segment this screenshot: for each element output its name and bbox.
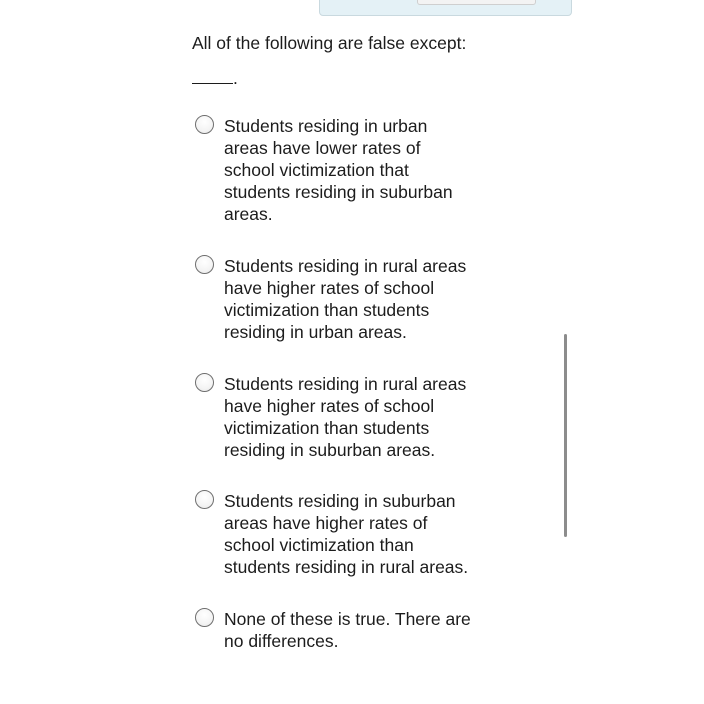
option-label: Students residing in rural areas have higher rates of school victimization than students residing in urban areas. bbox=[224, 256, 467, 342]
answer-option-1[interactable] bbox=[195, 115, 474, 225]
option-label: Students residing in urban areas have lower rates of school victimization that students residing in suburban areas. bbox=[224, 116, 453, 224]
option-label: Students residing in suburban areas have higher rates of school victimization than students residing in rural areas. bbox=[224, 491, 469, 577]
option-label: None of these is true. There are no differences. bbox=[224, 609, 471, 651]
answer-option-2[interactable] bbox=[195, 255, 474, 343]
radio-button[interactable] bbox=[195, 115, 214, 134]
top-panel-button[interactable] bbox=[417, 0, 536, 5]
answer-option-5[interactable] bbox=[195, 608, 474, 652]
radio-button[interactable] bbox=[195, 608, 214, 627]
blank-period: . bbox=[233, 68, 238, 88]
question-text: All of the following are false except: bbox=[192, 33, 467, 53]
vertical-scrollbar[interactable] bbox=[564, 334, 567, 537]
top-panel bbox=[319, 0, 572, 16]
blank-line bbox=[192, 68, 233, 84]
radio-button[interactable] bbox=[195, 373, 214, 392]
radio-button[interactable] bbox=[195, 490, 214, 509]
option-label: Students residing in rural areas have higher rates of school victimization than students residing in suburban areas. bbox=[224, 374, 467, 460]
answer-option-4[interactable] bbox=[195, 490, 474, 578]
answer-option-3[interactable] bbox=[195, 373, 474, 461]
radio-button[interactable] bbox=[195, 255, 214, 274]
answer-blank bbox=[192, 67, 238, 89]
